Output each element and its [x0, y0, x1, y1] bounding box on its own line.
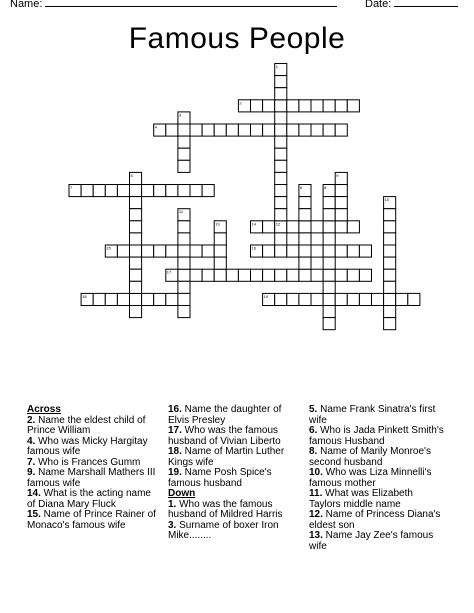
- grid-cell[interactable]: [323, 209, 335, 221]
- grid-cell[interactable]: [287, 124, 299, 136]
- clue-text: Who was the famous husband of Vivian Liberto: [168, 425, 281, 447]
- clue-text: Name Posh Spice's famous husband: [168, 467, 272, 489]
- grid-cell[interactable]: [287, 269, 299, 281]
- grid-number-7: 7: [70, 185, 73, 190]
- clue-column-2: [168, 405, 303, 542]
- grid-cell[interactable]: [214, 269, 226, 281]
- grid-cell[interactable]: [311, 245, 323, 257]
- grid-cell[interactable]: [178, 281, 190, 293]
- grid-cell[interactable]: [105, 185, 117, 197]
- grid-cell[interactable]: [287, 245, 299, 257]
- grid-cell[interactable]: [130, 245, 142, 257]
- clue-down-8: [309, 447, 444, 468]
- grid-number-6: 6: [299, 185, 303, 190]
- grid-cell[interactable]: [323, 281, 335, 293]
- clue-across-14: [27, 489, 162, 510]
- grid-cell[interactable]: [251, 269, 263, 281]
- clue-text: What is the acting name of Diana Mary Fluck: [27, 488, 151, 510]
- grid-cell[interactable]: [166, 245, 178, 257]
- clue-number: 6.: [309, 425, 318, 436]
- grid-cell[interactable]: [299, 257, 311, 269]
- clue-text: Name of Martin Luther Kings wife: [168, 446, 285, 468]
- grid-cell[interactable]: [238, 269, 250, 281]
- grid-cell[interactable]: [323, 269, 335, 281]
- grid-cell[interactable]: [275, 76, 287, 88]
- clue-down-3: [168, 521, 303, 542]
- clue-number: 1.: [168, 498, 177, 510]
- name-label: Name:: [10, 0, 43, 10]
- grid-cell[interactable]: [384, 221, 396, 233]
- clue-text: Name Jay Zee's famous wife: [309, 530, 434, 552]
- grid-cell[interactable]: [384, 257, 396, 269]
- grid-cell[interactable]: [117, 293, 129, 305]
- clue-text: Name the daughter of Elvis Presley: [168, 404, 282, 426]
- grid-cell[interactable]: [275, 148, 287, 160]
- grid-cell[interactable]: [323, 124, 335, 136]
- grid-cell[interactable]: [323, 233, 335, 245]
- grid-cell[interactable]: [202, 124, 214, 136]
- clue-text: Name Frank Sinatra's first wife: [309, 404, 436, 426]
- grid-cell[interactable]: [178, 160, 190, 172]
- date-label: Date:: [365, 0, 392, 10]
- grid-cell[interactable]: [130, 233, 142, 245]
- grid-cell[interactable]: [178, 269, 190, 281]
- page-title: Famous People: [128, 22, 346, 55]
- grid-cell[interactable]: [178, 124, 190, 136]
- grid-cell[interactable]: [335, 185, 347, 197]
- grid-cell[interactable]: [384, 269, 396, 281]
- grid-cell[interactable]: [299, 209, 311, 221]
- grid-cell[interactable]: [117, 185, 129, 197]
- grid-cell[interactable]: [190, 269, 202, 281]
- grid-cell[interactable]: [190, 185, 202, 197]
- clue-text: Name the eldest child of Prince William: [27, 414, 146, 436]
- grid-cell[interactable]: [323, 245, 335, 257]
- clue-text: Name of Marily Monroe's second husband: [309, 446, 431, 468]
- grid-cell[interactable]: [130, 221, 142, 233]
- grid-cell[interactable]: [130, 185, 142, 197]
- grid-cell[interactable]: [372, 293, 384, 305]
- clue-number: 7.: [27, 456, 36, 468]
- grid-cell[interactable]: [166, 124, 178, 136]
- grid-number-19: 19: [263, 293, 269, 299]
- grid-cell[interactable]: [142, 185, 154, 197]
- grid-cell[interactable]: [166, 185, 178, 197]
- clue-number: 14.: [27, 488, 41, 499]
- grid-cell[interactable]: [311, 124, 323, 136]
- grid-cell[interactable]: [323, 318, 335, 330]
- grid-cell[interactable]: [251, 100, 263, 112]
- grid-cell[interactable]: [263, 221, 275, 233]
- clue-down-11: [309, 489, 444, 510]
- grid-cell[interactable]: [275, 233, 287, 245]
- grid-cell[interactable]: [275, 160, 287, 172]
- grid-cell[interactable]: [311, 269, 323, 281]
- clue-down-10: [309, 468, 444, 489]
- grid-cell[interactable]: [130, 257, 142, 269]
- grid-cell[interactable]: [299, 293, 311, 305]
- clue-across-4: [27, 437, 162, 458]
- grid-cell[interactable]: [347, 269, 359, 281]
- grid-number-15: 15: [106, 245, 111, 251]
- grid-cell[interactable]: [323, 197, 335, 209]
- grid-cell[interactable]: [408, 293, 420, 305]
- grid-cell[interactable]: [384, 281, 396, 293]
- grid-cell[interactable]: [214, 233, 226, 245]
- clue-number: 19.: [168, 467, 182, 478]
- clue-number: 15.: [27, 509, 41, 520]
- clue-text: Who was the famous husband of Mildred Harris: [168, 498, 283, 520]
- clue-number: 18.: [168, 446, 182, 457]
- clue-down-6: [309, 426, 444, 447]
- grid-cell[interactable]: [178, 245, 190, 257]
- grid-cell[interactable]: [142, 293, 154, 305]
- clue-number: 13.: [309, 530, 323, 541]
- grid-cell[interactable]: [154, 293, 166, 305]
- grid-cell[interactable]: [323, 221, 335, 233]
- clue-number: 12.: [309, 509, 323, 520]
- grid-cell[interactable]: [323, 100, 335, 112]
- grid-cell[interactable]: [251, 124, 263, 136]
- clue-across-19: [168, 468, 303, 489]
- grid-cell[interactable]: [202, 269, 214, 281]
- grid-cell[interactable]: [347, 245, 359, 257]
- grid-cell[interactable]: [275, 172, 287, 184]
- grid-cell[interactable]: [323, 306, 335, 318]
- grid-cell[interactable]: [384, 306, 396, 318]
- grid-cell[interactable]: [214, 124, 226, 136]
- grid-cell[interactable]: [117, 245, 129, 257]
- clue-text: Surname of boxer Iron Mike........: [168, 519, 279, 541]
- grid-cell[interactable]: [384, 318, 396, 330]
- grid-cell[interactable]: [287, 221, 299, 233]
- grid-cell[interactable]: [299, 221, 311, 233]
- grid-cell[interactable]: [359, 293, 371, 305]
- clue-text: Name of Princess Diana's eldest son: [309, 509, 441, 531]
- grid-cell[interactable]: [226, 269, 238, 281]
- grid-cell[interactable]: [130, 197, 142, 209]
- clue-number: 2.: [27, 414, 36, 426]
- grid-cell[interactable]: [178, 257, 190, 269]
- grid-cell[interactable]: [287, 293, 299, 305]
- grid-cell[interactable]: [311, 293, 323, 305]
- grid-number-2: 2: [239, 100, 242, 106]
- clue-across-9: [27, 468, 162, 489]
- grid-cell[interactable]: [359, 245, 371, 257]
- clue-down-5: [309, 405, 444, 426]
- clue-number: 8.: [309, 446, 318, 457]
- down-heading: Down: [168, 488, 196, 499]
- grid-cell[interactable]: [142, 245, 154, 257]
- grid-cell[interactable]: [263, 100, 275, 112]
- clue-number: 9.: [27, 467, 36, 478]
- clue-column-3: [309, 405, 444, 552]
- clue-text: Who is Jada Pinkett Smith's famous Husband: [309, 425, 444, 447]
- clue-number: 17.: [168, 425, 182, 436]
- clue-text: Who was Micky Hargitay famous wife: [27, 435, 148, 457]
- grid-cell[interactable]: [359, 269, 371, 281]
- grid-number-1: 1: [275, 64, 278, 69]
- grid-cell[interactable]: [275, 136, 287, 148]
- grid-number-4: 4: [154, 124, 157, 130]
- grid-cell[interactable]: [275, 245, 287, 257]
- grid-cell[interactable]: [311, 100, 323, 112]
- clue-number: 16.: [168, 404, 182, 415]
- clue-column-1: [27, 405, 162, 531]
- clue-across-15: [27, 510, 162, 531]
- grid-cell[interactable]: [335, 124, 347, 136]
- grid-cell[interactable]: [263, 245, 275, 257]
- grid-cell[interactable]: [130, 293, 142, 305]
- clue-number: 3.: [168, 519, 177, 531]
- grid-cell[interactable]: [323, 257, 335, 269]
- grid-number-18: 18: [82, 293, 87, 299]
- grid-cell[interactable]: [275, 100, 287, 112]
- grid-cell[interactable]: [238, 124, 250, 136]
- grid-cell[interactable]: [275, 88, 287, 100]
- clue-down-12: [309, 510, 444, 531]
- grid-number-8: 8: [324, 185, 327, 190]
- clue-down-13: [309, 531, 444, 552]
- grid-cell[interactable]: [299, 233, 311, 245]
- grid-cell[interactable]: [154, 185, 166, 197]
- clue-text: Name of Prince Rainer of Monaco's famous wife: [27, 509, 156, 531]
- grid-cell[interactable]: [214, 257, 226, 269]
- grid-cell[interactable]: [275, 185, 287, 197]
- grid-number-17: 17: [166, 269, 172, 275]
- grid-cell[interactable]: [347, 221, 359, 233]
- grid-cell[interactable]: [154, 245, 166, 257]
- grid-cell[interactable]: [299, 269, 311, 281]
- grid-cell[interactable]: [275, 112, 287, 124]
- grid-cell[interactable]: [105, 293, 117, 305]
- grid-cell[interactable]: [178, 185, 190, 197]
- grid-number-14: 14: [251, 221, 256, 227]
- grid-cell[interactable]: [81, 185, 93, 197]
- clue-text: Who was Liza Minnelli's famous mother: [309, 467, 432, 489]
- grid-cell[interactable]: [299, 245, 311, 257]
- grid-cell[interactable]: [275, 209, 287, 221]
- grid-cell[interactable]: [335, 245, 347, 257]
- grid-cell[interactable]: [93, 185, 105, 197]
- grid-cell[interactable]: [178, 293, 190, 305]
- grid-cell[interactable]: [178, 136, 190, 148]
- grid-cell[interactable]: [190, 245, 202, 257]
- grid-cell[interactable]: [275, 269, 287, 281]
- clue-number: 4.: [27, 435, 36, 447]
- grid-cell[interactable]: [178, 221, 190, 233]
- grid-cell[interactable]: [396, 293, 408, 305]
- grid-cell[interactable]: [178, 306, 190, 318]
- grid-cell[interactable]: [335, 197, 347, 209]
- grid-cell[interactable]: [384, 233, 396, 245]
- grid-number-16: 16: [251, 245, 256, 251]
- grid-cell[interactable]: [335, 100, 347, 112]
- grid-number-13: 13: [215, 221, 220, 227]
- grid-number-3: 3: [178, 112, 182, 118]
- clue-across-16: [168, 405, 303, 426]
- grid-cell[interactable]: [130, 306, 142, 318]
- grid-cell[interactable]: [202, 185, 214, 197]
- grid-number-10: 10: [384, 197, 390, 203]
- grid-cell[interactable]: [335, 209, 347, 221]
- clue-text: Name Marshall Mathers III famous wife: [27, 467, 156, 489]
- grid-cell[interactable]: [263, 269, 275, 281]
- grid-cell[interactable]: [263, 124, 275, 136]
- grid-cell[interactable]: [130, 281, 142, 293]
- grid-number-9: 9: [336, 172, 339, 178]
- grid-cell[interactable]: [214, 245, 226, 257]
- grid-cell[interactable]: [178, 148, 190, 160]
- grid-cell[interactable]: [93, 293, 105, 305]
- grid-cell[interactable]: [275, 197, 287, 209]
- grid-cell[interactable]: [275, 293, 287, 305]
- grid-cell[interactable]: [275, 124, 287, 136]
- grid-cell[interactable]: [299, 197, 311, 209]
- grid-cell[interactable]: [311, 221, 323, 233]
- grid-cell[interactable]: [347, 293, 359, 305]
- clue-across-18: [168, 447, 303, 468]
- across-heading: Across: [27, 404, 61, 415]
- grid-number-12: 12: [275, 221, 281, 227]
- grid-cell[interactable]: [202, 245, 214, 257]
- clue-text: What was Elizabeth Taylors middle name: [309, 488, 413, 510]
- grid-cell[interactable]: [299, 124, 311, 136]
- clue-number: 5.: [309, 404, 318, 415]
- grid-cell[interactable]: [335, 293, 347, 305]
- grid-cell[interactable]: [384, 209, 396, 221]
- grid-cell[interactable]: [190, 124, 202, 136]
- clue-across-17: [168, 426, 303, 447]
- grid-cell[interactable]: [323, 293, 335, 305]
- clue-number: 11.: [309, 488, 323, 499]
- grid-cell[interactable]: [347, 100, 359, 112]
- grid-cell[interactable]: [226, 124, 238, 136]
- clue-number: 10.: [309, 467, 323, 478]
- grid-cell[interactable]: [130, 269, 142, 281]
- grid-number-11: 11: [178, 209, 184, 215]
- clue-across-2: [27, 416, 162, 437]
- grid-cell[interactable]: [178, 233, 190, 245]
- grid-cell[interactable]: [166, 293, 178, 305]
- grid-cell[interactable]: [287, 100, 299, 112]
- grid-cell[interactable]: [335, 221, 347, 233]
- grid-cell[interactable]: [335, 269, 347, 281]
- grid-cell[interactable]: [299, 100, 311, 112]
- grid-cell[interactable]: [130, 209, 142, 221]
- grid-cell[interactable]: [384, 245, 396, 257]
- clue-text: Who is Frances Gumm: [35, 456, 141, 468]
- grid-number-5: 5: [130, 172, 133, 178]
- grid-cell[interactable]: [384, 293, 396, 305]
- clue-down-1: [168, 500, 303, 521]
